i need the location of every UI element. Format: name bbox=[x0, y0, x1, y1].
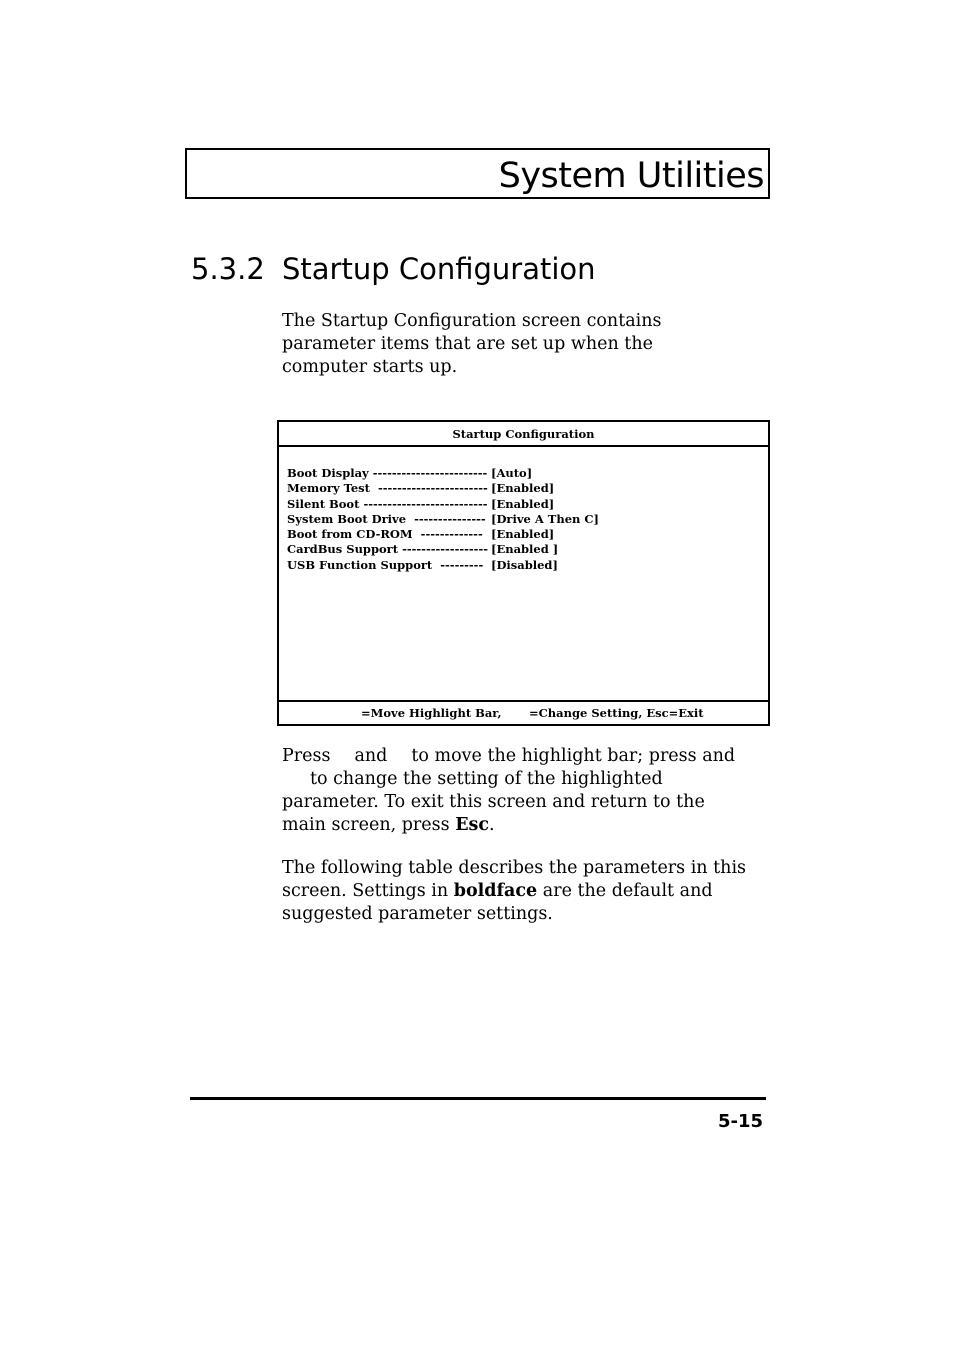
bios-item-memory-test[interactable] bbox=[287, 481, 555, 496]
bios-item-label: CardBus Support bbox=[287, 542, 399, 557]
instructions-text: and bbox=[702, 746, 736, 766]
table-intro-text: are the default and suggested parameter settings. bbox=[282, 881, 713, 924]
instructions-text: . bbox=[489, 815, 495, 835]
instructions-paragraph bbox=[282, 745, 752, 837]
instructions-text: to change the setting of the highlighted parameter. To exit this screen and return to the main screen, press bbox=[282, 769, 705, 835]
chapter-header bbox=[185, 148, 770, 199]
bios-item-dashes: --------- bbox=[440, 557, 484, 572]
bios-item-dashes: ------------------------ bbox=[372, 466, 488, 480]
bios-item-dashes: -------------------------- bbox=[363, 496, 488, 511]
bios-item-dashes: ----------------------- bbox=[378, 481, 488, 496]
bios-item-label: Boot Display bbox=[287, 466, 369, 480]
footer-rule bbox=[190, 1097, 766, 1100]
bios-item-value: [Disabled] bbox=[491, 557, 558, 572]
section-number: 5.3.2 bbox=[191, 252, 265, 286]
instructions-text: Press bbox=[282, 746, 331, 766]
bios-help-change: =Change Setting, Esc=Exit bbox=[529, 706, 704, 720]
bios-key-help bbox=[279, 700, 768, 724]
bios-item-usb-function-support[interactable] bbox=[287, 557, 558, 573]
bios-item-system-boot-drive[interactable] bbox=[287, 511, 599, 527]
bios-item-value: [Drive A Then C] bbox=[491, 511, 599, 526]
bios-item-value: [Enabled] bbox=[491, 527, 555, 542]
bios-item-label: Memory Test bbox=[287, 481, 370, 496]
bios-item-boot-display[interactable] bbox=[287, 466, 533, 481]
bios-item-silent-boot[interactable] bbox=[287, 496, 555, 512]
bios-item-value: [Enabled ] bbox=[491, 542, 559, 557]
esc-key-label: Esc bbox=[455, 815, 490, 835]
section-heading bbox=[191, 250, 596, 288]
boldface-term: boldface bbox=[453, 881, 538, 901]
section-title: Startup Configuration bbox=[282, 252, 596, 286]
bios-item-value: [Auto] bbox=[491, 466, 533, 480]
bios-item-label: System Boot Drive bbox=[287, 511, 407, 526]
bios-item-label: Silent Boot bbox=[287, 496, 360, 511]
table-intro-text: The following table describes the parameters in this screen. Settings in bbox=[282, 858, 747, 901]
bios-item-label: USB Function Support bbox=[287, 557, 433, 572]
chapter-title: System Utilities bbox=[498, 156, 764, 196]
bios-item-label: Boot from CD-ROM bbox=[287, 527, 413, 542]
bios-item-cardbus-support[interactable] bbox=[287, 542, 559, 557]
bios-screen-title: Startup Configuration bbox=[279, 422, 768, 447]
bios-item-boot-from-cd-rom[interactable] bbox=[287, 527, 555, 542]
intro-paragraph: The Startup Configuration screen contains parameter items that are set up when the computer starts up. bbox=[282, 311, 662, 377]
bios-screen bbox=[277, 420, 770, 726]
instructions-text: to move the highlight bar; press bbox=[411, 746, 697, 766]
page-number: 5-15 bbox=[717, 1111, 763, 1132]
instructions-text: and bbox=[354, 746, 388, 766]
bios-item-value: [Enabled] bbox=[491, 496, 555, 511]
table-intro-paragraph bbox=[282, 857, 752, 926]
bios-item-dashes: ------------------ bbox=[402, 542, 488, 557]
bios-item-list bbox=[287, 466, 599, 573]
bios-help-move: =Move Highlight Bar, bbox=[361, 706, 502, 720]
bios-item-dashes: ------------- bbox=[420, 527, 483, 542]
bios-item-dashes: --------------- bbox=[414, 511, 486, 526]
bios-item-value: [Enabled] bbox=[491, 481, 555, 496]
